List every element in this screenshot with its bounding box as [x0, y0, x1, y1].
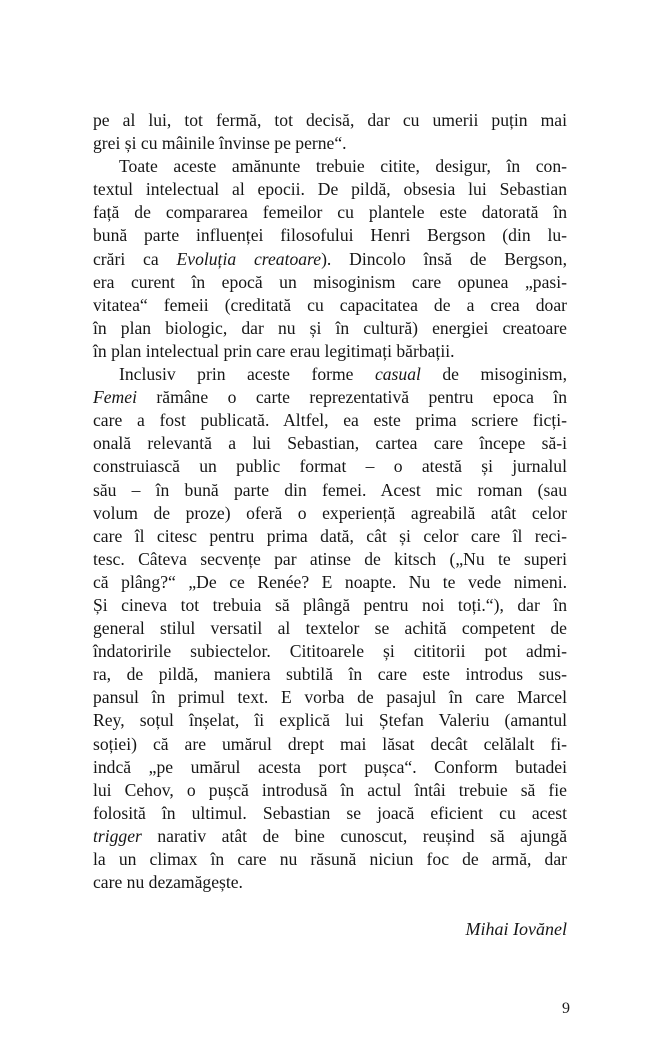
body-text: tesc. Câteva secvențe par atinse de kitsch („Nu te superi [93, 548, 567, 569]
italic-text: Evoluția creatoare [176, 248, 322, 269]
text-line [93, 132, 567, 155]
text-line [93, 502, 567, 525]
text-line [93, 640, 567, 663]
text-line [93, 733, 567, 756]
body-text: narativ atât de bine cunoscut, reușind să ajungă [141, 825, 567, 846]
text-line [93, 871, 567, 894]
text-line [93, 663, 567, 686]
body-text: general stilul versatil al textelor se achită competent de [93, 618, 567, 639]
text-line [93, 294, 567, 317]
body-text: rămâne o carte reprezentativă pentru epoca în [136, 387, 567, 408]
body-text: la un climax în care nu răsună niciun foc de armă, dar [93, 849, 567, 869]
text-line [93, 479, 567, 502]
text-line [93, 594, 567, 617]
text-line [93, 386, 567, 409]
text-block [93, 109, 567, 941]
body-text: indcă „pe umărul acesta port pușca“. Conform butadei [93, 756, 567, 777]
italic-text: casual [374, 364, 421, 385]
italic-text: Femei [93, 387, 137, 408]
paragraph [93, 109, 567, 155]
text-line [93, 155, 567, 178]
page-number: 9 [562, 1000, 570, 1017]
body-text: era curent în epocă un misoginism care opunea „pasi- [93, 271, 567, 292]
body-text: de misoginism, [420, 364, 567, 385]
text-line [93, 455, 567, 478]
body-text: volum de proze) oferă o experiență agreabilă atât celor [93, 502, 567, 523]
body-text: care nu dezamăgește. [93, 872, 243, 893]
text-line [93, 409, 567, 432]
body-text: pansul în primul text. E vorba de pasajul în care Marcel [93, 687, 567, 708]
body-text: Rey, soțul înșelat, îi explică lui Ștefan Valeriu (amantul [93, 710, 567, 731]
body-text: onală relevantă a lui Sebastian, cartea care începe să-i [93, 433, 567, 454]
paragraph [93, 363, 567, 894]
body-text: în plan intelectual prin care erau legitimați bărbații. [93, 340, 455, 361]
body-text: crări ca [93, 248, 177, 269]
body-text: construiască un public format – o atestă și jurnalul [93, 456, 567, 477]
body-text: care a fost publicată. Altfel, ea este prima scriere ficți- [93, 410, 567, 431]
body-text: îndatoririle subiectelor. Cititoarele și cititorii pot admi- [93, 641, 567, 662]
text-line [93, 271, 567, 294]
text-line [93, 224, 567, 247]
body-text: folosită în ultimul. Sebastian se joacă eficient cu acest [93, 802, 567, 823]
text-line [93, 617, 567, 640]
text-line [93, 848, 567, 871]
body-text: Inclusiv prin aceste forme [119, 364, 375, 385]
text-line [93, 201, 567, 224]
body-text: Toate aceste amănunte trebuie citite, desigur, în con- [119, 156, 567, 177]
paragraph [93, 155, 567, 363]
body-text: ra, de pildă, maniera subtilă în care este introdus sus- [93, 664, 567, 685]
body-text: pe al lui, tot fermă, tot decisă, dar cu umerii puțin mai [93, 110, 567, 130]
body-text: bună parte influenței filosofului Henri Bergson (din lu- [93, 225, 567, 246]
text-line [93, 525, 567, 548]
text-line [93, 571, 567, 594]
text-line [93, 756, 567, 779]
text-line [93, 432, 567, 455]
text-line [93, 779, 567, 802]
body-text: textul intelectual al epocii. De pildă, obsesia lui Sebastian [93, 179, 567, 200]
body-text: Și cineva tot trebuia să plângă pentru noi toți.“), dar în [93, 594, 567, 615]
text-line [93, 802, 567, 825]
text-line [93, 317, 567, 340]
body-text: grei și cu mâinile învinse pe perne“. [93, 133, 347, 154]
body-text: lui Cehov, o pușcă introdusă în actul întâi trebuie să fie [93, 779, 567, 800]
text-line [93, 363, 567, 386]
body-text: care îl citesc pentru prima dată, cât și celor care îl reci- [93, 525, 567, 546]
text-line [93, 248, 567, 271]
text-line [93, 178, 567, 201]
text-line [93, 109, 567, 132]
body-text: față de compararea femeilor cu plantele este datorată în [93, 202, 567, 223]
body-text: soției) că are umărul drept mai lăsat decât celălalt fi- [93, 733, 567, 754]
body-text: său – în bună parte din femei. Acest mic roman (sau [93, 479, 567, 500]
text-line [93, 686, 567, 709]
italic-text: trigger [93, 825, 142, 846]
text-line [93, 340, 567, 363]
body-text: că plâng?“ „De ce Renée? E noapte. Nu te vede nimeni. [93, 571, 567, 592]
text-line [93, 709, 567, 732]
text-line [93, 548, 567, 571]
body-text: vitatea“ femeii (creditată cu capacitatea de a crea doar [93, 294, 567, 315]
author-signature: Mihai Iovănel [465, 919, 567, 940]
body-text: în plan biologic, dar nu și în cultură) energiei creatoare [93, 317, 567, 338]
text-line [93, 825, 567, 848]
body-text: ). Dincolo însă de Bergson, [321, 248, 568, 269]
